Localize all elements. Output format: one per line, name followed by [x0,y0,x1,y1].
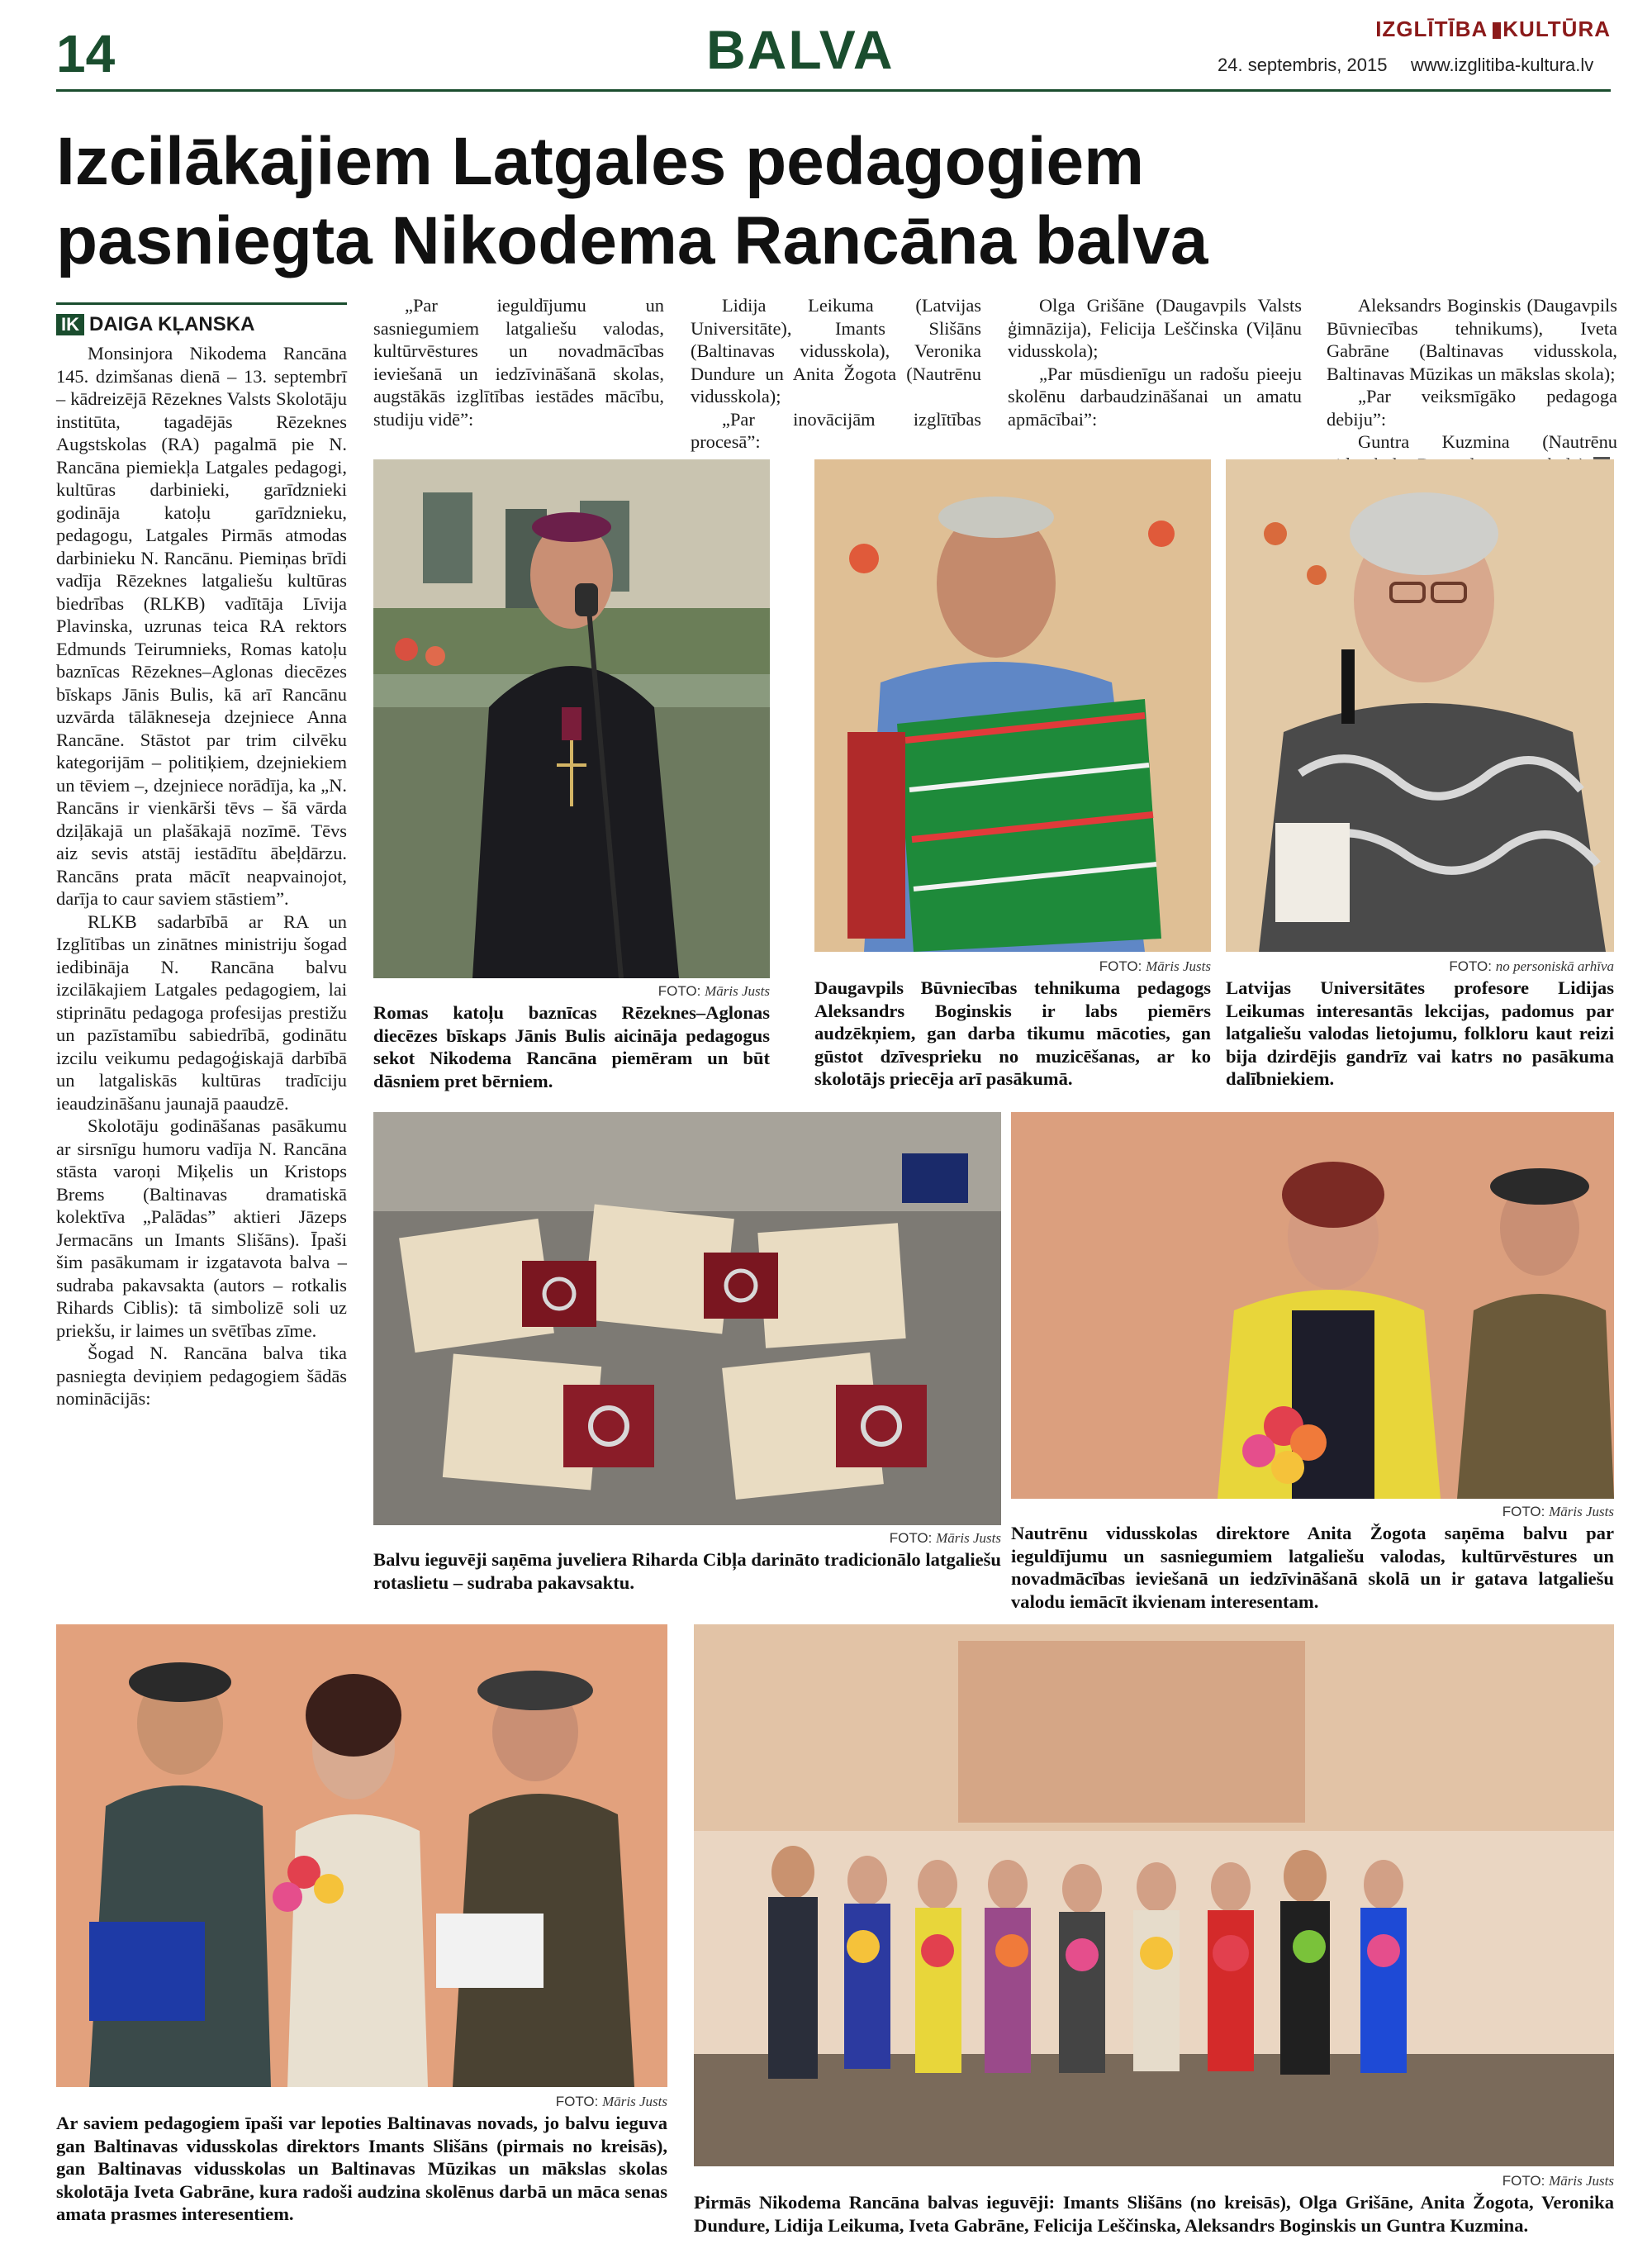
brand-right: KULTŪRA [1502,17,1611,41]
credit-name: Māris Justs [705,983,770,999]
nomination-3-title: „Par mūsdienīgu un radošu pieeju skolēnu darbaudzināšanai un amatu apmācībai”: [1008,363,1302,430]
credit-label: FOTO: [1099,958,1142,974]
article-column-1 [56,342,347,1410]
photo-bishop [373,459,770,978]
credit-baltinava [56,2094,667,2110]
headline-line-1: Izcilākajiem Latgales pedagogiem [56,124,1145,199]
photo-award-winners-group [694,1624,1614,2166]
article-column-4 [1008,294,1302,430]
credit-label: FOTO: [657,983,701,999]
credit-awards [373,1530,1001,1547]
headline-line-2: pasniegta Nikodema Rancāna balva [56,203,1208,278]
credit-label: FOTO: [889,1530,933,1546]
credit-name: Māris Justs [1549,2173,1614,2189]
caption-professor: Latvijas Universitātes profesore Lidijas Leikumas interesantās lekcijas, padomus par latgaliešu valodas lietojumu, folkloru kaut reizi bija dzirdējis gandrīz vai katrs no pasākuma dalībniekiem. [1226,977,1614,1089]
credit-director [1011,1504,1614,1520]
caption-group: Pirmās Nikodema Rancāna balvas ieguvēji: Imants Slišāns (no kreisās), Olga Grišāne, Anita Žogota, Veronika Dundure, Lidija Leikuma, Iveta Gabrāne, Felicija Leščinska, Aleksandrs Boginskis un Guntra Kuzmina. [694,2192,1614,2236]
photo-school-director [1011,1112,1614,1499]
nomination-1-title: „Par ieguldījumu un sasniegumiem latgaliešu valodas, kultūrvēstures un novadmācības ieviešanā un iedzīvināšanā skolas, augstākās izglītības iestādes mācību, studiju vidē”: [373,295,664,430]
caption-bishop: Romas katoļu baznīcas Rēzeknes–Aglonas diecēzes bīskaps Jānis Bulis aicināja pedagogus sekot Nikodema Rancāna piemēram un būt dāsniem pret bērniem. [373,1002,770,1091]
paragraph-intro: Monsinjora Nikodema Rancāna 145. dzimšanas dienā – 13. septembrī – kādreizējā Rēzeknes Valsts Skolotāju institūta, tagadējās Rēzeknes Augstskolas (RA) pagalmā pie N. Rancāna piemiekļa Latgales pedagogi, kultūras darbinieki, garīdznieki godināja katoļu garīdznieku, pedagogu, Latgales Pirmās atmodas darbinieku N. Rancānu. Piemiņas brīdi vadīja Rēzeknes latgaliešu kultūras biedrības (RLKB) vadītāja Līvija Plavinska, uzrunas teica RA rektors Edmunds Teirumnieks, Romas katoļu baznīcas Rēzeknes–Aglonas diecēzes bīskaps Jānis Bulis, kā arī Rancānu uzvārda tālākneseja dzejniece Anna Rancāne. Stāstot par trim cilvēku kategorijām – politiķiem, dzejniekiem un tēviem –, dzejniece norādīja, ka „N. Rancāns ir vienkārši tēvs – šā vārda dziļākajā un plašākajā nozīmē. Tēvs aiz sevis atstāj iestādītu ābeļdārzu. Rancāns prata mācīt neapvainojot, darīja to caur saviem stāstiem”. [56,343,347,909]
publication-logo [1375,17,1611,42]
site-url[interactable]: www.izglitiba-kultura.lv [1411,55,1594,75]
article-column-2 [373,294,664,430]
caption-accordion: Daugavpils Būvniecības tehnikuma pedagogs Aleksandrs Boginskis ir labs piemērs audzēkņiem, gan darba tikumu mācoties, gan gūstot dzīvesprieku no muzicēšanas, ar ko skolotājs priecēja arī pasākumā. [814,977,1211,1089]
header-divider [56,89,1611,92]
paragraph-event-hosts: Skolotāju godināšanas pasākumu ar sirsnīgu humoru vadīja N. Rancāna stāsta varoņi Miķelis un Kristops Brems (Baltinavas dramatiskā kolektīva „Palādas” aktieri Jāzeps Jermacāns un Imants Slišāns). Īpaši šim pasākumam ir izgatavota balva – sudraba pakavsakta (autors – rotkalis Rihards Ciblis): tā simbolizē soli uz priekšu, ir laimes un svētības zīme. [56,1115,347,1341]
byline [56,302,347,336]
paragraph-award-founding: RLKB sadarbībā ar RA un Izglītības un zinātnes ministriju šogad iedibināja N. Rancāna balvu izcilākajiem Latgales pedagogiem, lai stiprinātu pedagoga profesijas prestižu un pazīstamību sabiedrībā, godinātu izcilu veikumu pedagoģiskajā darbībā un latgaliskās kultūras tradīciju ieaudzināšanu jaunajā paaudzē. [56,910,347,1114]
credit-group [694,2173,1614,2189]
credit-name: Māris Justs [1146,958,1211,974]
paragraph-nominations-intro: Šogad N. Rancāna balva tika pasniegta deviņiem pedagogiem šādās nominācijās: [56,1343,347,1409]
credit-name: Māris Justs [936,1530,1001,1546]
credit-professor [1226,958,1614,975]
byline-tag: IK [56,314,84,335]
credit-label: FOTO: [555,2094,599,2109]
nomination-2-title: „Par inovācijām izglītības procesā”: [691,408,981,452]
nomination-4-title: „Par veiksmīgāko pedagoga debiju”: [1327,386,1617,430]
photo-baltinava-teachers [56,1624,667,2087]
credit-accordion [814,958,1211,975]
credit-name: Māris Justs [602,2094,667,2109]
article-column-5 [1327,294,1617,476]
article-headline [56,122,1593,281]
section-title: BALVA [706,19,895,80]
credit-label: FOTO: [1502,2173,1545,2189]
credit-label: FOTO: [1502,1504,1545,1519]
credit-label: FOTO: [1449,958,1493,974]
nomination-2-winners: Olga Grišāne (Daugavpils Valsts ģimnāzija), Felicija Leščinska (Viļānu vidusskola); [1008,295,1302,361]
photo-professor [1226,459,1614,952]
article-column-3 [691,294,981,454]
nomination-4-winner-text: Guntra Kuzmina (Nautrēnu [1358,431,1617,452]
nomination-3-winners: Aleksandrs Boginskis (Daugavpils Būvniecības tehnikums), Iveta Gabrāne (Baltinavas vidusskola, Baltinavas Mūzikas un mākslas skola); [1327,295,1617,384]
credit-name: no personiskā arhīva [1495,958,1614,974]
credit-name: Māris Justs [1549,1504,1614,1519]
page-number: 14 [56,24,116,83]
caption-director: Nautrēnu vidusskolas direktore Anita Žogota saņēma balvu par ieguldījumu un sasniegumiem latgaliešu valodas, kultūrvēstures un novadmācības ieviešanā un iedzīvināšanā skolā un ir gatava latgaliešu valodu iemācīt ikvienam interesentam. [1011,1523,1614,1612]
nomination-1-winners: Lidija Leikuma (Latvijas Universitāte), Imants Slišāns (Baltinavas vidusskola), Veronika Dundure un Anita Žogota (Nautrēnu vidusskola); [691,295,981,406]
credit-bishop [373,983,770,1000]
author-name: DAIGA KĻANSKA [89,313,255,335]
brand-separator-icon [1493,22,1501,39]
issue-date: 24. septembris, 2015 [1218,55,1388,75]
caption-awards: Balvu ieguvēji saņēma juveliera Riharda Cibļa darināto tradicionālo latgaliešu rotaslietu – sudraba pakavsaktu. [373,1549,1001,1593]
brand-left: IZGLĪTĪBA [1375,17,1488,41]
photo-accordion-player [814,459,1211,952]
caption-baltinava: Ar saviem pedagogiem īpaši var lepoties Baltinavas novads, jo balvu ieguva gan Baltinavas vidusskolas direktors Imants Slišāns (pirmais no kreisās), gan Baltinavas vidusskolas un Baltinavas Mūzikas un mākslas skolas skolotāja Iveta Gabrāne, kura radoši audzina skolēnus darbā un māca senas amata prasmes interesentiem. [56,2113,667,2224]
photo-award-brooches [373,1112,1001,1525]
